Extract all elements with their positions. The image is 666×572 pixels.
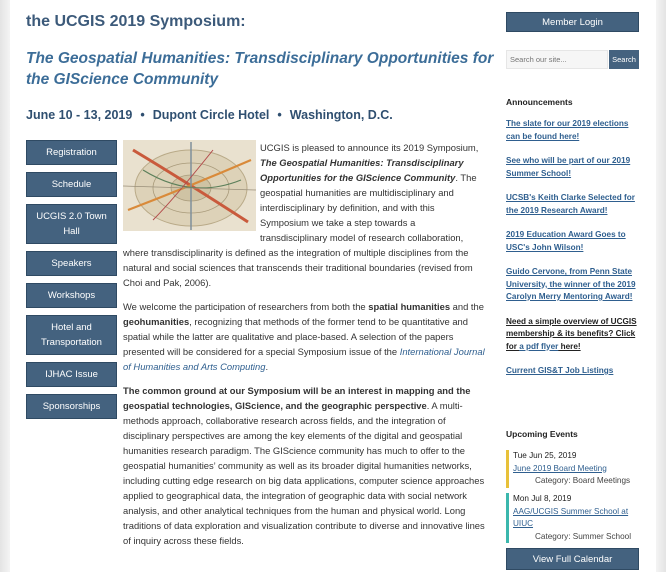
job-listings-link[interactable]: Current GIS&T Job Listings <box>506 366 614 375</box>
separator: • <box>140 108 145 122</box>
pdf-flyer-link[interactable]: a pdf flyer <box>519 341 559 351</box>
event-item <box>506 493 639 543</box>
event-venue: Dupont Circle Hotel <box>152 108 270 122</box>
nav-town-hall-button[interactable]: UCGIS 2.0 Town Hall <box>26 204 117 244</box>
event-category: Category: Summer School <box>535 531 632 541</box>
event-dates: June 10 - 13, 2019 <box>26 108 133 122</box>
main-content <box>123 140 485 557</box>
page-margin-right <box>656 0 666 572</box>
historic-map-image <box>123 140 256 231</box>
map-illustration <box>123 140 256 231</box>
announcements-heading: Announcements <box>506 97 573 107</box>
event-date: Tue Jun 25, 2019 <box>513 451 577 460</box>
event-info <box>26 108 393 122</box>
nav-hotel-button[interactable]: Hotel and Transportation <box>26 315 117 355</box>
event-city: Washington, D.C. <box>289 108 393 122</box>
event-category: Category: Board Meetings <box>535 476 631 485</box>
symposium-title: The Geospatial Humanities: Transdisciplinary Opportunities for the GIScience Community <box>26 50 494 88</box>
separator: • <box>277 108 282 122</box>
site-search-input[interactable] <box>506 50 608 69</box>
event-date: Mon Jul 8, 2019 <box>513 494 572 503</box>
page-container <box>10 0 656 572</box>
nav-speakers-button[interactable]: Speakers <box>26 251 117 276</box>
intro-paragraph: UCGIS is pleased to announce its 2019 Symposium, The Geospatial Humanities: Transdisciplinary Opportunities for the GIScience Community. The geospatial humanities are multidisciplinary and interdisciplinary by definition, and with this Symposium we take a step towards a transdisciplinary model of research collaboration, where transdisciplinarity is defined as the integration of multiple disciplines from the natural and social sciences that transcends their traditional boundaries (revised from Choi and Pak, 2006). <box>123 142 479 288</box>
announcement-link[interactable]: See who will be part of our 2019 Summer School! <box>506 156 631 178</box>
symposium-nav <box>26 140 117 426</box>
search-button[interactable]: Search <box>609 50 639 69</box>
ijhac-journal-link[interactable]: International Journal of Humanities and Arts Computing <box>123 346 485 372</box>
symposium-title-inline: The Geospatial Humanities: Transdisciplinary Opportunities for the GIScience Community <box>260 157 464 183</box>
announcements-list <box>506 118 639 390</box>
event-title-link[interactable]: June 2019 Board Meeting <box>513 463 607 473</box>
announcement-link[interactable]: Guido Cervone, from Penn State University, the winner of the 2019 Carolyn Merry Mentoring Award! <box>506 267 636 301</box>
page-margin-left <box>0 0 10 572</box>
event-title-link[interactable]: AAG/UCGIS Summer School at UIUC <box>513 506 629 528</box>
upcoming-events-heading: Upcoming Events <box>506 429 578 439</box>
nav-workshops-button[interactable]: Workshops <box>26 283 117 308</box>
view-full-calendar-button[interactable]: View Full Calendar <box>506 548 639 570</box>
nav-registration-button[interactable]: Registration <box>26 140 117 165</box>
nav-schedule-button[interactable]: Schedule <box>26 172 117 197</box>
nav-ijhac-button[interactable]: IJHAC Issue <box>26 362 117 387</box>
announcement-link[interactable]: UCSB's Keith Clarke Selected for the 2019 Research Award! <box>506 193 635 215</box>
membership-note: Need a simple overview of UCGIS membership & its benefits? Click for a pdf flyer here! <box>506 316 637 351</box>
announcement-link[interactable]: 2019 Education Award Goes to USC's John Wilson! <box>506 230 626 252</box>
announcement-link[interactable]: The slate for our 2019 elections can be found here! <box>506 119 629 141</box>
nav-sponsorships-button[interactable]: Sponsorships <box>26 394 117 419</box>
participation-paragraph: We welcome the participation of researchers from both the spatial humanities and the geohumanities, recognizing that methods of the former tend to be quantitative and spatial while the latter are qualitative and place-based. A selection of the papers presented will be considered for a special Symposium issue of the International Journal of Humanities and Arts Computing. <box>123 301 485 372</box>
event-item <box>506 450 639 488</box>
member-login-button[interactable]: Member Login <box>506 12 639 32</box>
page-title: the UCGIS 2019 Symposium: <box>26 13 246 30</box>
common-ground-paragraph: The common ground at our Symposium will be an interest in mapping and the geospatial technologies, GIScience, and the geographic perspective. A multi-methods approach, collaborative research across fields, and the integration of disciplinary perspectives are among the key elements of the digital and geospatial humanities research paradigm. The GIScience community has much to offer to the geospatial humanities’ community as well as its broader digital humanities networks, including cutting edge research on big data applications, computer science approaches applied to geographical data, the integration of geographic data with social network analysis, and other analytical techniques from the human and physical world. Long traditions of data exploration and visualization contribute to diverse and innovative lines of inquiry across these fields. <box>123 385 485 546</box>
